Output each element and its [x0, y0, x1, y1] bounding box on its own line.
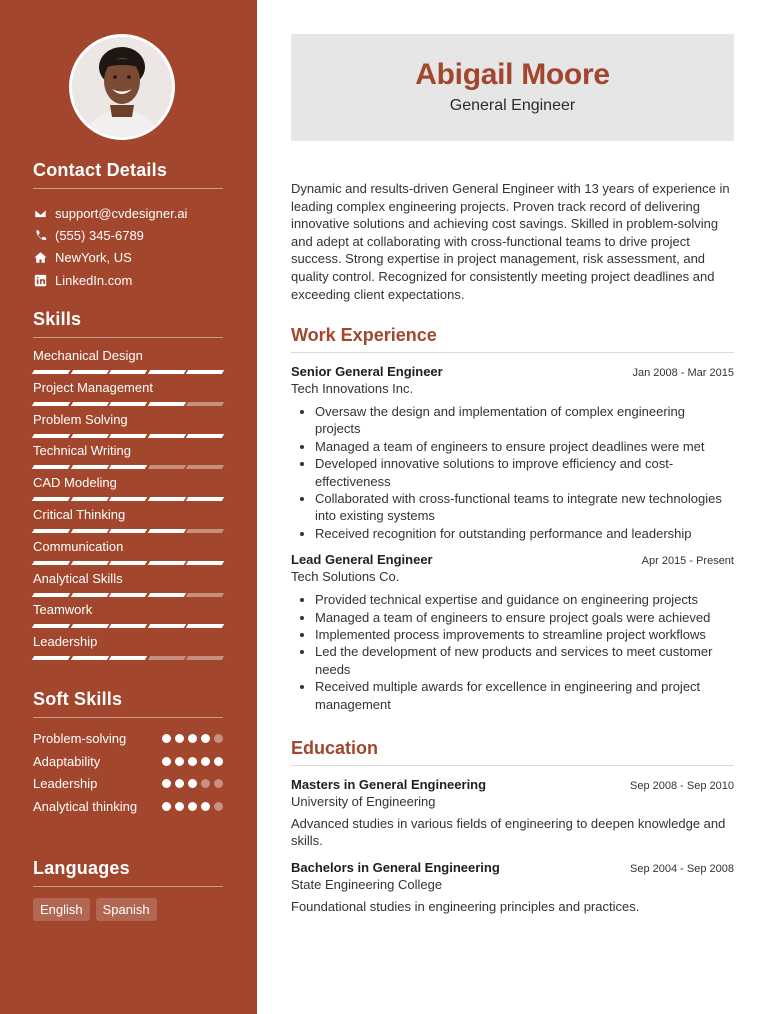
soft-skill-rating	[162, 779, 223, 788]
education-school: State Engineering College	[291, 876, 443, 892]
skill-item	[33, 602, 223, 634]
resume-header	[291, 34, 734, 141]
skill-level-segment	[186, 529, 224, 533]
skill-level-segment	[148, 593, 186, 597]
skill-level-segment	[186, 465, 224, 469]
skill-level-segment	[32, 656, 70, 660]
skill-name: Mechanical Design	[33, 348, 143, 363]
rating-dot	[214, 734, 223, 743]
soft-skill-rating	[162, 757, 223, 766]
skill-name: CAD Modeling	[33, 475, 117, 491]
education-school: University of Engineering	[291, 794, 436, 809]
rating-dot	[162, 802, 171, 811]
job-bullet: • Received recognition for outstanding performance and leadership	[315, 525, 734, 542]
languages-section	[33, 858, 223, 921]
home-icon	[33, 251, 47, 265]
skill-level-bar	[33, 624, 223, 628]
skill-level-segment	[148, 656, 186, 660]
rating-dot	[188, 802, 197, 811]
soft-skills-heading: Soft Skills	[33, 689, 223, 718]
soft-skill-item	[33, 798, 223, 816]
rating-dot	[175, 779, 184, 788]
skill-level-segment	[70, 561, 108, 565]
skill-level-segment	[186, 370, 224, 374]
soft-skill-name: Problem-solving	[33, 731, 127, 746]
language-tag: Spanish	[96, 898, 157, 921]
job-bullet: • Oversaw the design and implementation of complex engineering projects	[315, 403, 734, 438]
soft-skills-list	[33, 730, 223, 816]
job-company: Tech Solutions Co.	[291, 569, 400, 585]
contact-location	[33, 247, 223, 269]
rating-dot	[201, 779, 210, 788]
education-header	[291, 860, 734, 875]
skill-level-segment	[70, 497, 108, 501]
skill-level-segment	[70, 624, 108, 628]
rating-dot	[162, 757, 171, 766]
job-entry	[291, 552, 734, 713]
soft-skill-name: Adaptability	[33, 753, 101, 769]
skill-level-segment	[186, 593, 224, 597]
rating-dot	[201, 802, 210, 811]
rating-dot	[175, 757, 184, 766]
skill-name: Problem Solving	[33, 411, 128, 427]
skill-level-segment	[70, 402, 108, 406]
skill-level-bar	[33, 529, 223, 533]
skill-level-segment	[148, 434, 186, 438]
skill-name: Technical Writing	[33, 443, 132, 459]
profile-summary: Dynamic and results-driven General Engineer with 13 years of experience in leading complex engineering projects. Proven track record of delivering innovative solutions and achieving cost savings. Skilled in problem-solving and adept at collaborating with cross-functional teams to drive project success. Strong expertise in project management, risk assessment, and quality control. Recognized for consistently meeting project deadlines and exceeding client expectations.	[291, 181, 730, 302]
skill-level-segment	[186, 434, 224, 438]
skill-level-bar	[33, 561, 223, 565]
skill-level-segment	[109, 656, 147, 660]
skill-level-segment	[186, 402, 224, 406]
skill-level-segment	[186, 656, 224, 660]
education-degree: Bachelors in General Engineering	[291, 859, 500, 875]
job-bullet: • Received multiple awards for excellence in engineering and project management	[315, 678, 734, 713]
skill-level-bar	[33, 402, 223, 406]
contact-linkedin-text: LinkedIn.com	[55, 272, 133, 288]
skill-level-segment	[32, 370, 70, 374]
profile-photo	[72, 37, 172, 137]
languages-heading: Languages	[33, 858, 223, 887]
skill-level-segment	[70, 434, 108, 438]
skill-level-segment	[70, 370, 108, 374]
soft-skills-section	[33, 689, 223, 816]
soft-skill-name: Leadership	[33, 776, 98, 791]
skill-level-segment	[186, 561, 224, 565]
skills-heading: Skills	[33, 309, 223, 338]
job-company: Tech Innovations Inc.	[291, 381, 414, 396]
education-dates: Sep 2008 - Sep 2010	[630, 780, 734, 792]
contact-email[interactable]	[33, 202, 223, 224]
sidebar	[0, 0, 257, 1014]
rating-dot	[214, 757, 223, 766]
work-experience-section	[291, 325, 734, 713]
skill-level-segment	[109, 529, 147, 533]
job-entry	[291, 364, 734, 542]
skill-level-segment	[148, 561, 186, 565]
skill-level-segment	[32, 497, 70, 501]
skill-level-segment	[148, 402, 186, 406]
education-section	[291, 738, 734, 915]
skill-name: Critical Thinking	[33, 506, 126, 522]
contact-phone-text: (555) 345-6789	[55, 227, 144, 243]
contact-list	[33, 202, 223, 291]
skill-level-bar	[33, 465, 223, 469]
skill-level-segment	[186, 497, 224, 501]
contact-section	[33, 160, 223, 291]
contact-email-text: support@cvdesigner.ai	[55, 205, 188, 221]
skills-list	[33, 348, 223, 666]
skill-level-segment	[70, 593, 108, 597]
soft-skill-name: Analytical thinking	[33, 798, 138, 814]
skill-level-segment	[148, 529, 186, 533]
skill-name: Analytical Skills	[33, 570, 123, 586]
job-bullet: • Implemented process improvements to streamline project workflows	[315, 626, 734, 643]
skill-level-bar	[33, 434, 223, 438]
education-description: Advanced studies in various fields of engineering to deepen knowledge and skills.	[291, 816, 726, 849]
rating-dot	[188, 734, 197, 743]
contact-location-text: NewYork, US	[55, 250, 132, 266]
rating-dot	[201, 734, 210, 743]
linkedin-icon	[33, 273, 47, 287]
skill-level-segment	[186, 624, 224, 628]
skill-level-bar	[33, 370, 223, 374]
rating-dot	[162, 734, 171, 743]
skills-section	[33, 309, 223, 666]
education-dates: Sep 2004 - Sep 2008	[630, 862, 734, 875]
job-bullets	[291, 591, 734, 713]
skill-level-segment	[32, 434, 70, 438]
education-description: Foundational studies in engineering principles and practices.	[291, 898, 640, 914]
job-bullet: • Led the development of new products and services to meet customer needs	[315, 643, 734, 678]
skill-level-segment	[70, 529, 108, 533]
skill-name: Communication	[33, 538, 124, 554]
skill-level-segment	[148, 465, 186, 469]
skill-level-segment	[109, 402, 147, 406]
job-dates: Jan 2008 - Mar 2015	[632, 367, 734, 379]
contact-heading: Contact Details	[33, 160, 223, 189]
job-bullet: • Collaborated with cross-functional teams to integrate new technologies into existing systems	[315, 490, 734, 525]
rating-dot	[188, 779, 197, 788]
skill-level-segment	[32, 465, 70, 469]
skill-level-segment	[109, 434, 147, 438]
skill-item	[33, 571, 223, 603]
job-bullets	[291, 403, 734, 542]
skill-level-segment	[109, 593, 147, 597]
skill-level-segment	[32, 402, 70, 406]
languages-list	[33, 898, 223, 921]
education-entry	[291, 860, 734, 915]
education-heading: Education	[291, 738, 734, 766]
skill-name: Project Management	[33, 379, 153, 395]
jobs-list	[291, 364, 734, 713]
rating-dot	[214, 802, 223, 811]
skill-level-segment	[70, 465, 108, 469]
skill-level-segment	[109, 370, 147, 374]
skill-level-bar	[33, 497, 223, 501]
language-tag: English	[33, 898, 90, 921]
avatar	[69, 34, 175, 140]
job-bullet: • Managed a team of engineers to ensure project goals were achieved	[315, 609, 734, 626]
envelope-icon	[33, 206, 47, 220]
job-title: Lead General Engineer	[291, 552, 433, 568]
skill-item	[33, 348, 223, 380]
skill-level-bar	[33, 656, 223, 660]
skill-item	[33, 412, 223, 444]
skill-item	[33, 475, 223, 507]
education-degree: Masters in General Engineering	[291, 777, 487, 792]
job-bullet: • Developed innovative solutions to improve efficiency and cost-effectiveness	[315, 455, 734, 490]
phone-icon	[33, 228, 47, 242]
skill-level-segment	[109, 561, 147, 565]
job-title: Senior General Engineer	[291, 364, 443, 379]
rating-dot	[214, 779, 223, 788]
skill-level-segment	[32, 529, 70, 533]
rating-dot	[162, 779, 171, 788]
skill-level-segment	[109, 497, 147, 501]
soft-skill-rating	[162, 802, 223, 811]
contact-phone[interactable]	[33, 224, 223, 246]
skill-item	[33, 380, 223, 412]
skill-item	[33, 443, 223, 475]
skill-item	[33, 634, 223, 666]
rating-dot	[188, 757, 197, 766]
soft-skill-item	[33, 775, 223, 793]
rating-dot	[175, 734, 184, 743]
job-header	[291, 364, 734, 379]
candidate-name: Abigail Moore	[415, 58, 610, 91]
job-bullet: • Provided technical expertise and guidance on engineering projects	[315, 591, 734, 608]
skill-name: Teamwork	[33, 602, 93, 618]
job-header	[291, 552, 734, 567]
skill-item	[33, 539, 223, 571]
skill-level-segment	[148, 370, 186, 374]
soft-skill-item	[33, 730, 223, 748]
skill-level-bar	[33, 593, 223, 597]
skill-level-segment	[70, 656, 108, 660]
skill-level-segment	[32, 624, 70, 628]
education-entry	[291, 777, 734, 850]
skill-level-segment	[148, 624, 186, 628]
rating-dot	[201, 757, 210, 766]
candidate-role: General Engineer	[449, 97, 576, 114]
contact-linkedin[interactable]	[33, 269, 223, 291]
skill-level-segment	[109, 465, 147, 469]
work-experience-heading: Work Experience	[291, 325, 734, 353]
skill-level-segment	[109, 624, 147, 628]
skill-level-segment	[32, 561, 70, 565]
soft-skill-rating	[162, 734, 223, 743]
skill-item	[33, 507, 223, 539]
job-dates: Apr 2015 - Present	[641, 555, 734, 568]
job-bullet: • Managed a team of engineers to ensure project deadlines were met	[315, 438, 734, 455]
skill-level-segment	[148, 497, 186, 501]
skill-name: Leadership	[33, 634, 98, 650]
education-list	[291, 777, 734, 915]
skill-level-segment	[32, 593, 70, 597]
soft-skill-item	[33, 753, 223, 771]
education-header	[291, 777, 734, 792]
rating-dot	[175, 802, 184, 811]
